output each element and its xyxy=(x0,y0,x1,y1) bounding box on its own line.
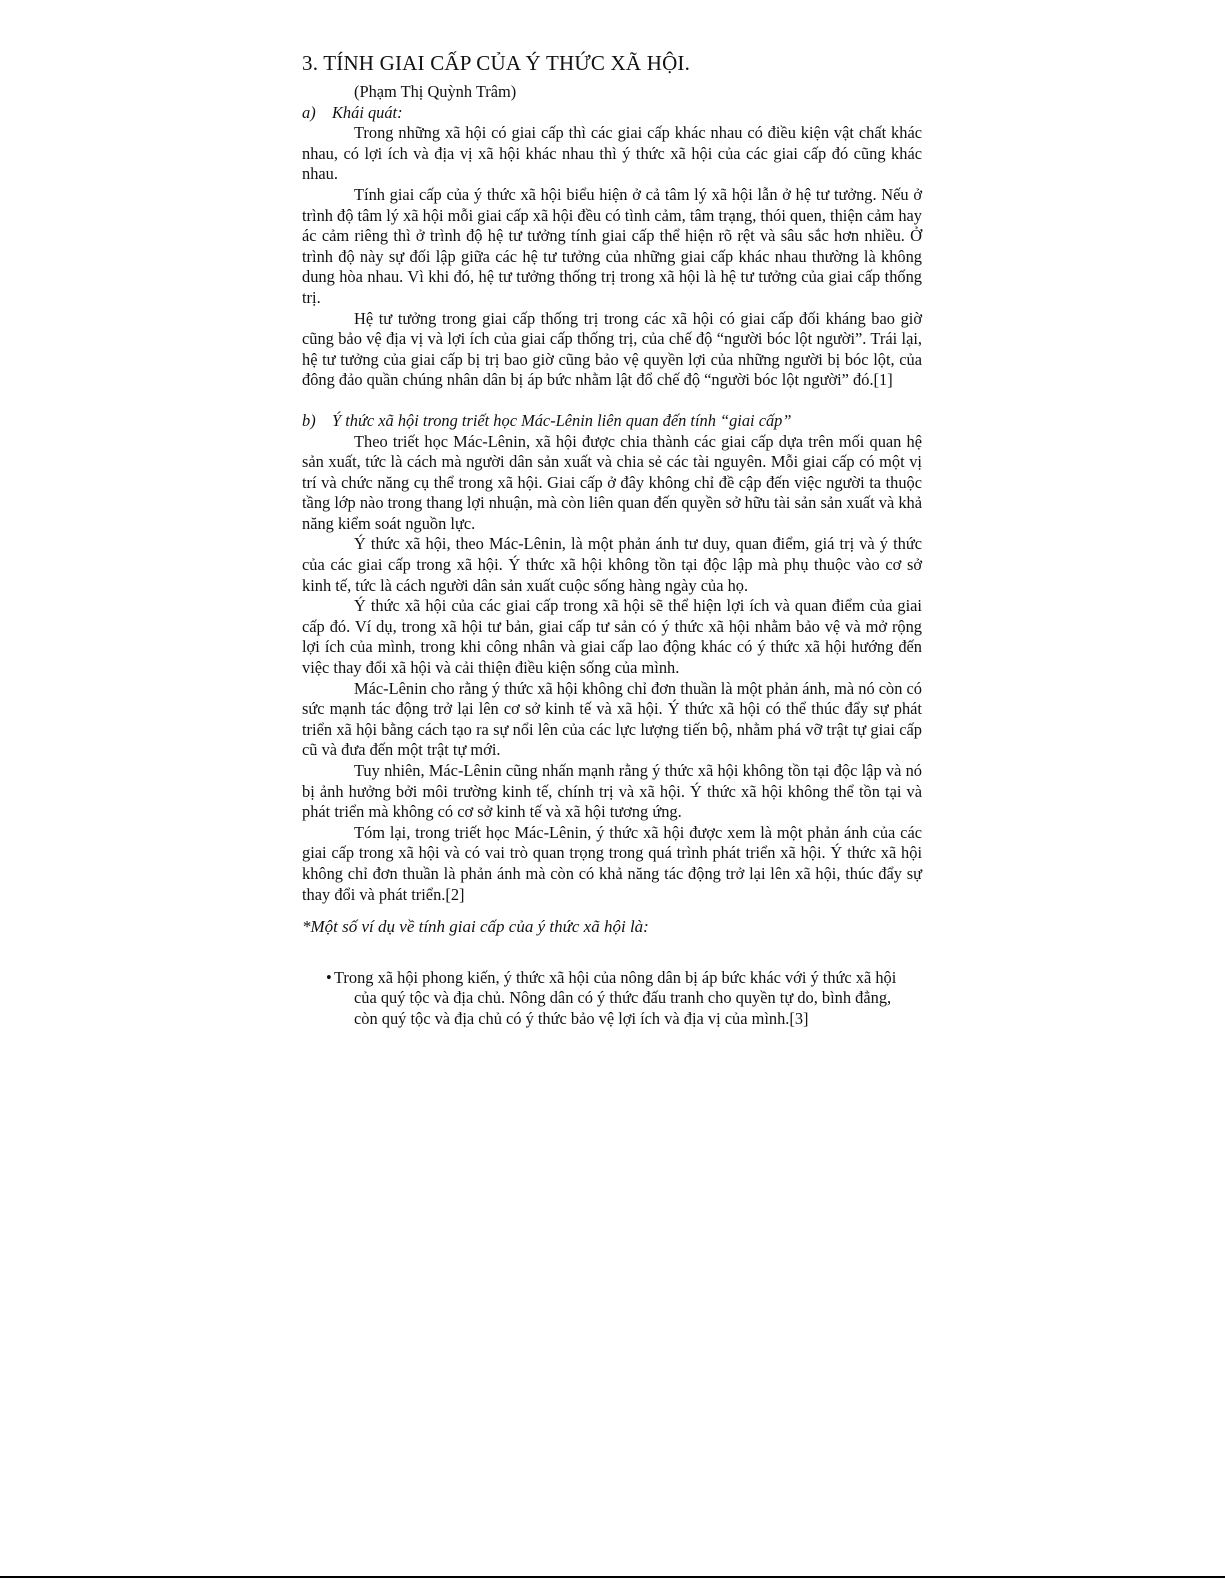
section-a-paragraph-2: Tính giai cấp của ý thức xã hội biểu hiện ở cả tâm lý xã hội lẫn ở hệ tư tưởng. Nếu ở trình độ tâm lý xã hội mỗi giai cấp xã hội đều có tình cảm, tâm trạng, thói quen, thiện cảm hay ác cảm riêng thì ở trình độ hệ tư tưởng tính giai cấp thể hiện rõ rệt và sâu sắc hơn nhiều. Ở trình độ này sự đối lập giữa các hệ tư tưởng của những giai cấp khác nhau thường là không dung hòa nhau. Vì khi đó, hệ tư tưởng thống trị trong xã hội là hệ tư tưởng của giai cấp thống trị. xyxy=(302,184,922,307)
section-b-paragraph-4: Mác-Lênin cho rằng ý thức xã hội không chỉ đơn thuần là một phản ánh, mà nó còn có sức mạnh tác động trở lại lên cơ sở kinh tế và xã hội. Ý thức xã hội có thể thúc đẩy sự phát triển xã hội bằng cách tạo ra sự nổi lên của các lực lượng tiến bộ, nhằm phá vỡ trật tự giai cấp cũ và đưa đến một trật tự mới. xyxy=(302,678,922,760)
section-b-paragraph-2: Ý thức xã hội, theo Mác-Lênin, là một phản ánh tư duy, quan điểm, giá trị và ý thức của các giai cấp trong xã hội. Ý thức xã hội không tồn tại độc lập mà phụ thuộc vào cơ sở kinh tế, tức là cách người dân sản xuất cuộc sống hàng ngày của họ. xyxy=(302,534,922,595)
bullet-icon: • xyxy=(326,967,332,987)
section-b-label: b) xyxy=(302,410,316,430)
section-b-heading xyxy=(302,411,922,432)
page-bottom-rule xyxy=(0,1576,1225,1578)
author-line: (Phạm Thị Quỳnh Trâm) xyxy=(354,82,517,101)
section-a-label: a) xyxy=(302,102,316,122)
document-title: 3. TÍNH GIAI CẤP CỦA Ý THỨC XÃ HỘI. xyxy=(302,51,691,75)
spacer xyxy=(302,391,922,411)
document-page xyxy=(302,50,922,1030)
section-a-heading xyxy=(302,103,922,124)
spacer xyxy=(302,905,922,917)
section-b-paragraph-1: Theo triết học Mác-Lênin, xã hội được chia thành các giai cấp dựa trên mối quan hệ sản xuất, tức là cách mà người dân sản xuất và chia sẻ các tài nguyên. Mỗi giai cấp có một vị trí và chức năng cụ thể trong xã hội. Giai cấp ở đây không chỉ đề cập đến việc người ta thuộc tầng lớp nào trong thang lợi nhuận, mà còn liên quan đến quyền sở hữu tài sản sản xuất và khả năng kiểm soát nguồn lực. xyxy=(302,431,922,533)
section-a-paragraph-3: Hệ tư tưởng trong giai cấp thống trị trong các xã hội có giai cấp đối kháng bao giờ cũng bảo vệ địa vị và lợi ích của giai cấp thống trị, của chế độ “người bóc lột người”. Trái lại, hệ tư tưởng của giai cấp bị trị bao giờ cũng bảo vệ quyền lợi của những người bị bóc lột, của đông đảo quần chúng nhân dân bị áp bức nhằm lật đổ chế độ “người bóc lột người” đó.[1] xyxy=(302,308,922,390)
example-item xyxy=(326,968,914,1030)
section-a-title: Khái quát: xyxy=(332,102,403,122)
section-b-paragraph-6: Tóm lại, trong triết học Mác-Lênin, ý thức xã hội được xem là một phản ánh của các giai cấp trong xã hội và có vai trò quan trọng trong quá trình phát triển xã hội. Ý thức xã hội không chỉ đơn thuần là phản ánh mà còn có khả năng tác động trở lại lên xã hội, thúc đẩy sự thay đổi và phát triển.[2] xyxy=(302,822,922,904)
spacer xyxy=(302,938,922,968)
example-item-text: Trong xã hội phong kiến, ý thức xã hội của nông dân bị áp bức khác với ý thức xã hội của quý tộc và địa chủ. Nông dân có ý thức đấu tranh cho quyền tự do, bình đẳng, còn quý tộc và địa chủ có ý thức bảo vệ lợi ích và địa vị của mình.[3] xyxy=(334,967,897,1028)
section-b-paragraph-3: Ý thức xã hội của các giai cấp trong xã hội sẽ thể hiện lợi ích và quan điểm của giai cấp đó. Ví dụ, trong xã hội tư bản, giai cấp tư sản có ý thức xã hội nhằm bảo vệ và mở rộng lợi ích của mình, trong khi công nhân và giai cấp lao động khác có ý thức xã hội hướng đến việc thay đổi xã hội và cải thiện điều kiện sống của mình. xyxy=(302,596,922,678)
examples-heading: *Một số ví dụ về tính giai cấp của ý thức xã hội là: xyxy=(302,917,649,937)
section-a-paragraph-1: Trong những xã hội có giai cấp thì các giai cấp khác nhau có điều kiện vật chất khác nhau, có lợi ích và địa vị xã hội khác nhau thì ý thức xã hội của các giai cấp đó cũng khác nhau. xyxy=(302,123,922,184)
section-b-title: Ý thức xã hội trong triết học Mác-Lênin liên quan đến tính “giai cấp” xyxy=(332,410,792,430)
section-b-paragraph-5: Tuy nhiên, Mác-Lênin cũng nhấn mạnh rằng ý thức xã hội không tồn tại độc lập và nó bị ảnh hưởng bởi môi trường kinh tế, chính trị và xã hội. Ý thức xã hội không thể tồn tại và phát triển mà không có cơ sở kinh tế và xã hội tương ứng. xyxy=(302,761,922,822)
